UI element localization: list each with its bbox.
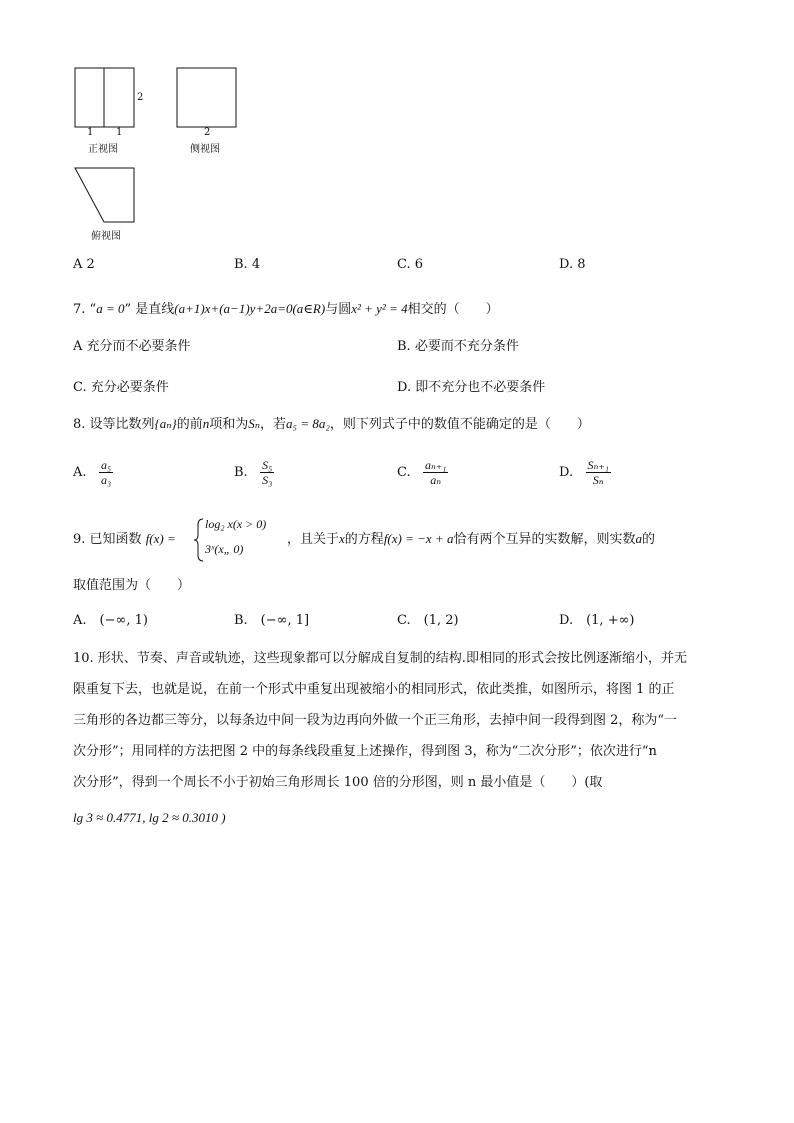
- front-dim-right: 1: [116, 127, 123, 138]
- front-dim-left: 1: [87, 127, 94, 138]
- q7-option-b: B. 必要而不充分条件: [397, 339, 519, 354]
- q10-line-2: 限重复下去，也就是说，在前一个形式中重复出现被缩小的相同形式，依此类推，如图所示，将图 1 的正: [73, 682, 675, 697]
- q9-case-1: log₂ x(x > 0): [205, 517, 267, 531]
- q8-option-d: D. $\frac{\text{Sₙ₊₁}}{\text{Sₙ}}$: [559, 458, 609, 487]
- side-view-label: 侧视图: [190, 144, 220, 155]
- front-view-label: 正视图: [88, 144, 118, 155]
- q9-stem-line2: 取值范围为（ ）: [73, 578, 191, 593]
- q9-option-d: D. (1, +∞): [559, 613, 635, 628]
- q7-option-a: A 充分而不必要条件: [73, 339, 191, 354]
- q10-line-5: 次分形”，得到一个周长不小于初始三角形周长 100 倍的分形图，则 n 最小值是（ ）(取: [73, 775, 603, 790]
- q9-case-2: 3ˣ(x„ 0): [205, 542, 244, 556]
- top-view-label: 俯视图: [91, 231, 121, 242]
- q7-stem: 7. “a = 0” 是直线(a+1)x+(a−1)y+2a=0(a∈R)与圆x² + y² = 4相交的（ ）: [73, 301, 499, 317]
- q8-option-c: C. $\frac{\text{aₙ₊₁}}{\text{aₙ}}$: [397, 458, 447, 487]
- q9-stem-cont: ，且关于x的方程f(x) = −x + a恰有两个互异的实数解，则实数a的: [287, 531, 655, 547]
- q10-line-1: 10. 形状、节奏、声音或轨迹，这些现象都可以分解成自复制的结构.即相同的形式会按比例逐渐缩小，并无: [73, 651, 687, 666]
- q10-line-4: 次分形”；用同样的方法把图 2 中的每条线段重复上述操作，得到图 3，称为“二次分形”；依次进行“n: [73, 744, 657, 759]
- q10-line-6: lg 3 ≈ 0.4771, lg 2 ≈ 0.3010 ): [73, 810, 226, 825]
- q7-option-c: C. 充分必要条件: [73, 380, 169, 395]
- q8-stem: 8. 设等比数列{aₙ}的前n项和为Sₙ，若a₅ = 8a₂，则下列式子中的数值不能确定的是（ ）: [73, 416, 590, 432]
- q6-option-a: A 2: [73, 257, 95, 272]
- q6-option-b: B. 4: [234, 257, 261, 272]
- q9-option-b: B. (−∞, 1]: [234, 613, 310, 628]
- q9-option-c: C. (1, 2): [397, 613, 459, 628]
- q8-option-a: A. $\frac{\text{a₅}}{\text{a₃}}$: [73, 458, 112, 487]
- side-dim-bottom: 2: [204, 127, 211, 138]
- q6-option-d: D. 8: [559, 257, 586, 272]
- q6-option-c: C. 6: [397, 257, 424, 272]
- q9-option-a: A. (−∞, 1): [73, 613, 148, 628]
- q7-option-d: D. 即不充分也不必要条件: [397, 380, 546, 395]
- q9-stem: 9. 已知函数 f(x) =: [73, 531, 176, 547]
- q8-option-b: B. $\frac{\text{S₅}}{\text{S₃}}$: [234, 458, 273, 487]
- q10-line-3: 三角形的各边都三等分，以每条边中间一段为边再向外做一个正三角形，去掉中间一段得到图 2，称为“一: [73, 713, 678, 728]
- front-dim-side: 2: [137, 92, 144, 103]
